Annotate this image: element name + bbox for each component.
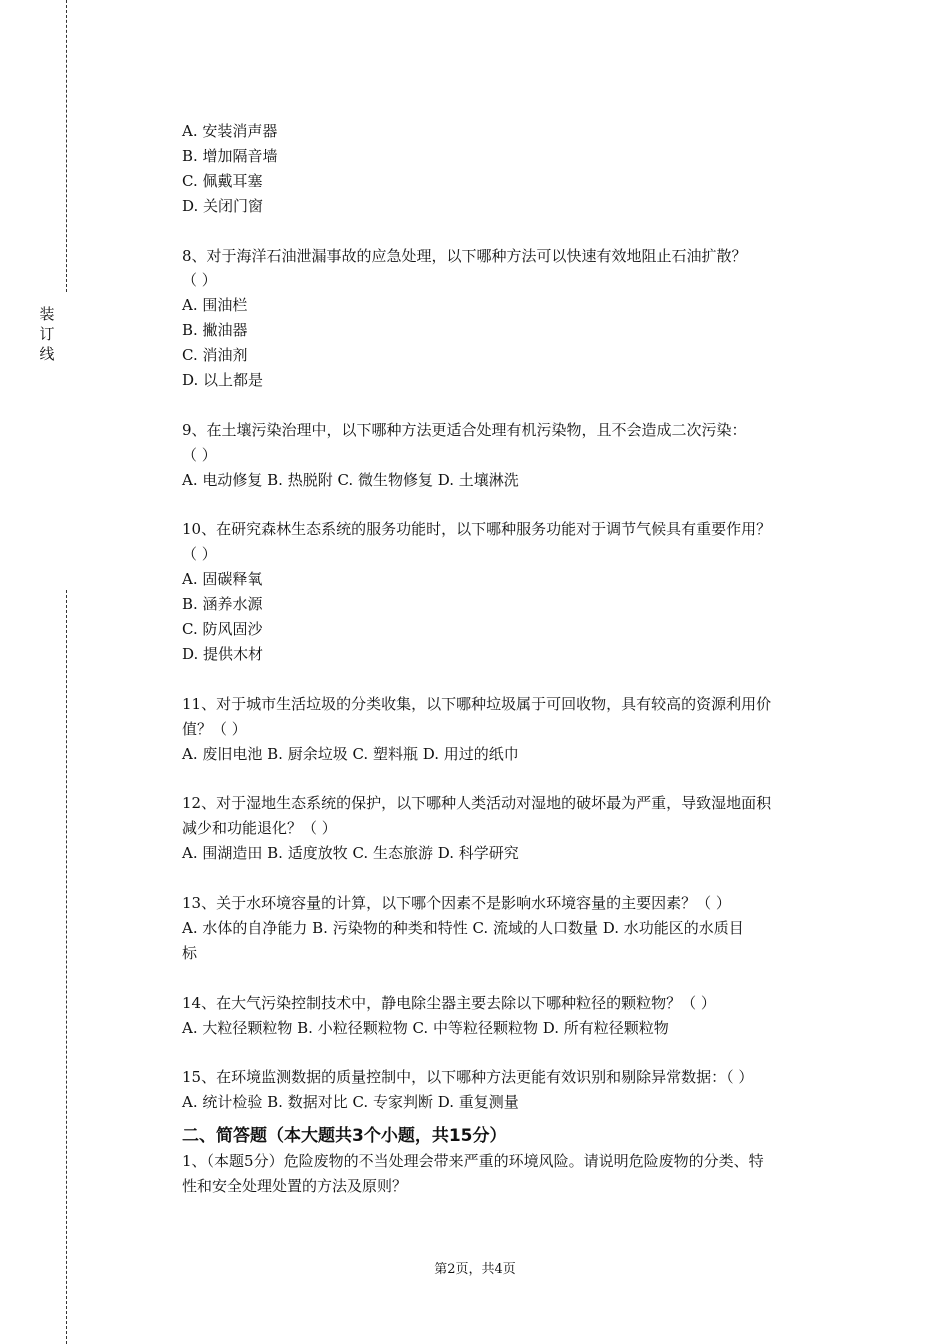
text-line: D. 提供木材	[182, 644, 264, 663]
exam-content	[182, 119, 842, 1199]
text-line: （ ）	[182, 271, 217, 290]
paragraph-gap	[182, 866, 842, 891]
text-line: A. 安装消声器	[182, 122, 278, 140]
text-line: （ ）	[182, 445, 217, 464]
binding-label	[38, 304, 56, 364]
text-line: B. 涵养水源	[182, 595, 263, 614]
text-line: C. 消油剂	[182, 346, 248, 365]
text-line: 1、（本题5分）危险废物的不当处理会带来严重的环境风险。请说明危险废物的分类、特	[182, 1152, 764, 1171]
paragraph-gap	[182, 667, 842, 692]
paragraph-gap	[182, 219, 842, 244]
paragraph-gap	[182, 966, 842, 991]
paragraph-gap	[182, 393, 842, 418]
binding-label-char: 线	[39, 345, 55, 363]
text-line: A. 围油栏	[182, 296, 248, 315]
text-line: D. 以上都是	[182, 371, 264, 390]
text-line: 减少和功能退化？（ ）	[182, 819, 337, 838]
text-line: 14、在大气污染控制技术中，静电除尘器主要去除以下哪种粒径的颗粒物？（ ）	[182, 993, 716, 1012]
text-line: B. 增加隔音墙	[182, 146, 278, 165]
text-line: D. 关闭门窗	[182, 196, 264, 215]
text-line: 12、对于湿地生态系统的保护，以下哪种人类活动对湿地的破坏最为严重，导致湿地面积	[182, 794, 772, 813]
binding-label-char: 装	[39, 305, 55, 323]
section-heading: 二、简答题（本大题共3个小题，共15分）	[182, 1126, 507, 1147]
paragraph-gap	[182, 767, 842, 792]
binding-dashed-line-top	[66, 0, 67, 292]
text-line: A. 废旧电池 B. 厨余垃圾 C. 塑料瓶 D. 用过的纸巾	[182, 744, 519, 763]
text-line: 值？（ ）	[182, 719, 247, 738]
binding-dashed-line-bottom	[66, 590, 67, 1344]
text-line: C. 佩戴耳塞	[182, 171, 263, 190]
text-line: 9、在土壤污染治理中，以下哪种方法更适合处理有机污染物，且不会造成二次污染：	[182, 420, 747, 439]
text-line: 标	[182, 943, 198, 962]
text-line: 8、对于海洋石油泄漏事故的应急处理，以下哪种方法可以快速有效地阻止石油扩散？	[182, 246, 747, 265]
text-line: A. 电动修复 B. 热脱附 C. 微生物修复 D. 土壤淋洗	[182, 470, 519, 489]
text-line: A. 固碳释氧	[182, 570, 263, 589]
text-line: （ ）	[182, 545, 217, 564]
text-line: A. 围湖造田 B. 适度放牧 C. 生态旅游 D. 科学研究	[182, 844, 519, 863]
text-line: A. 统计检验 B. 数据对比 C. 专家判断 D. 重复测量	[182, 1093, 519, 1112]
text-line: 13、关于水环境容量的计算，以下哪个因素不是影响水环境容量的主要因素？（ ）	[182, 894, 731, 912]
binding-label-char: 订	[39, 325, 55, 343]
text-line: 15、在环境监测数据的质量控制中，以下哪种方法更能有效识别和剔除异常数据：（ ）	[182, 1068, 754, 1087]
page-footer: 第2页，共4页	[434, 1262, 516, 1277]
text-line: B. 撇油器	[182, 321, 248, 340]
text-line: 10、在研究森林生态系统的服务功能时，以下哪种服务功能对于调节气候具有重要作用？	[182, 520, 772, 539]
text-line: 11、对于城市生活垃圾的分类收集，以下哪种垃圾属于可回收物，具有较高的资源利用价	[182, 694, 772, 713]
paragraph-gap	[182, 493, 842, 518]
text-line: A. 水体的自净能力 B. 污染物的种类和特性 C. 流域的人口数量 D. 水功能区的水质目	[182, 918, 744, 937]
text-line: 性和安全处理处置的方法及原则？	[182, 1177, 408, 1196]
text-line: C. 防风固沙	[182, 620, 263, 639]
text-line: A. 大粒径颗粒物 B. 小粒径颗粒物 C. 中等粒径颗粒物 D. 所有粒径颗粒物	[182, 1018, 669, 1037]
paragraph-gap	[182, 1040, 842, 1065]
